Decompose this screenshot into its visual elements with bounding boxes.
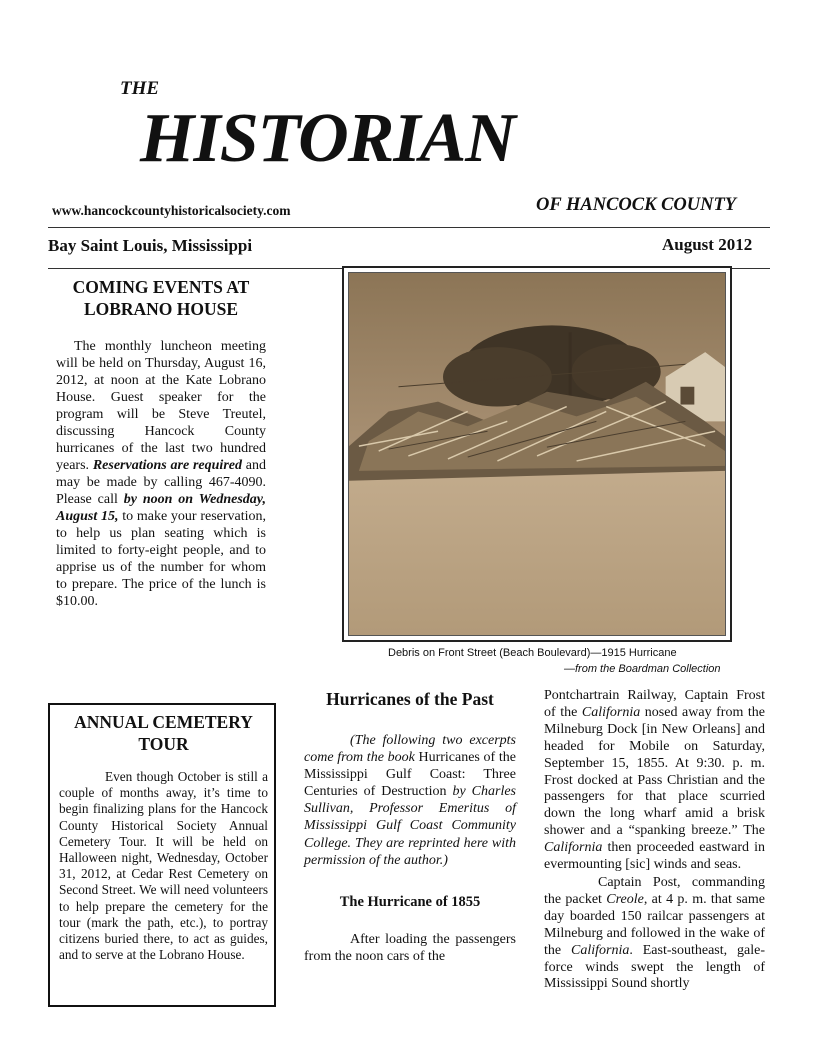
cemetery-tour-box [48,703,276,1007]
c3-p1e: then proceeded eastward in evermounting [sic] winds and seas. [544,840,765,873]
cemetery-heading: ANNUAL CEMETERY TOUR [74,712,253,754]
intro-c: by Charles Sullivan, Professor Emeritus of Mississippi Gulf Coast Community College. They are reprinted here with permission of the author.) [304,784,516,868]
c3-p2c: , at 4 p. m. that same day boarded 150 railcar passengers at Milneburg and followed in the wake of the [544,891,765,958]
photo-credit: —from the Boardman Collection [564,663,721,675]
hurricane-photo [348,272,726,636]
issue-date: August 2012 [662,235,753,254]
hurricanes-intro [304,732,516,869]
masthead-the: THE [120,78,160,99]
location: Bay Saint Louis, Mississippi [48,236,253,255]
hurricane-1855-heading: The Hurricane of 1855 [339,893,481,910]
intro-a: (The following two excerpts come from the book [304,733,516,766]
ship-california-1: California [581,704,641,720]
coming-events-p3: and may be made by calling 467-4090. Please call [56,458,266,507]
coming-events-heading: COMING EVENTS AT LOBRANO HOUSE [72,277,250,319]
coming-events-p5: to make your reservation, to help us plan seating which is limited to forty-eight people, and to apprise us of the number for whom to prepare. The price of the lunch is $10.00. [56,509,267,609]
coming-events-p1: The monthly luncheon meeting will be held on Thursday, August 16, 2012, at noon at the Kate Lobrano House. Guest speaker for the program will be Steve Treutel, discussing Hancock County hurricanes of the last two hundred years. [56,339,266,473]
c3-p1c: nosed away from the Milneburg Dock [in New Orleans] and headed for Mobile on Saturday, September 15, 1855. At 9:30. p. m. Frost docked at Pass Christian and the passengers for that place scurried down the long wharf amid a brisk shower and a “spanking breeze.” The [544,704,765,839]
hurricane-photo-frame [342,266,732,642]
intro-book-title: Hurricanes of the Mississippi Gulf Coast: Three Centuries of Destruction [304,750,516,800]
cemetery-text: Even though October is still a couple of months away, it’s time to begin finalizing plans for the Hancock County Historical Society Annual Cemetery Tour. It will be held on Halloween night, Wednesday, October 31, 2012, at Cedar Rest Cemetery on Second Street. We will need volunteers to help prepare the cemetery for the tour (mark the path, etc.), to portray citizens buried there, to act as guides, and to serve at the Lobrano House. [59,769,268,963]
coming-events-article [56,276,266,610]
photo-caption: Debris on Front Street (Beach Boulevard)—1915 Hurricane [388,647,677,659]
top-rule [48,227,770,228]
coming-events-deadline: by noon on Wednesday, August 15, [56,492,266,524]
hurricanes-heading: Hurricanes of the Past [326,689,494,709]
hurricanes-article [304,688,516,965]
c3-p2e: . East-southeast, gale-force winds swept the length of Mississippi Sound shortly [544,942,765,992]
ship-california-3: California [571,942,630,958]
hurricanes-c3-p1 [544,688,765,874]
website-url[interactable]: www.hancockcountyhistoricalsociety.com [52,203,291,218]
masthead-subtitle: OF HANCOCK COUNTY [536,195,737,215]
coming-events-text [56,338,266,610]
hurricanes-c3-p2 [544,875,765,993]
hurricanes-continued [544,688,765,993]
c3-p1a: Pontchartrain Railway, Captain Frost of the [544,688,765,720]
c3-p2a: Captain Post, commanding the packet [544,874,765,907]
masthead-title: HISTORIAN [140,100,515,177]
coming-events-reservations: Reservations are required [92,458,242,473]
ship-creole: Creole [606,891,644,907]
ship-california-2: California [544,840,603,856]
hurricane-1855-text: After loading the passengers from the noon cars of the [304,931,516,964]
